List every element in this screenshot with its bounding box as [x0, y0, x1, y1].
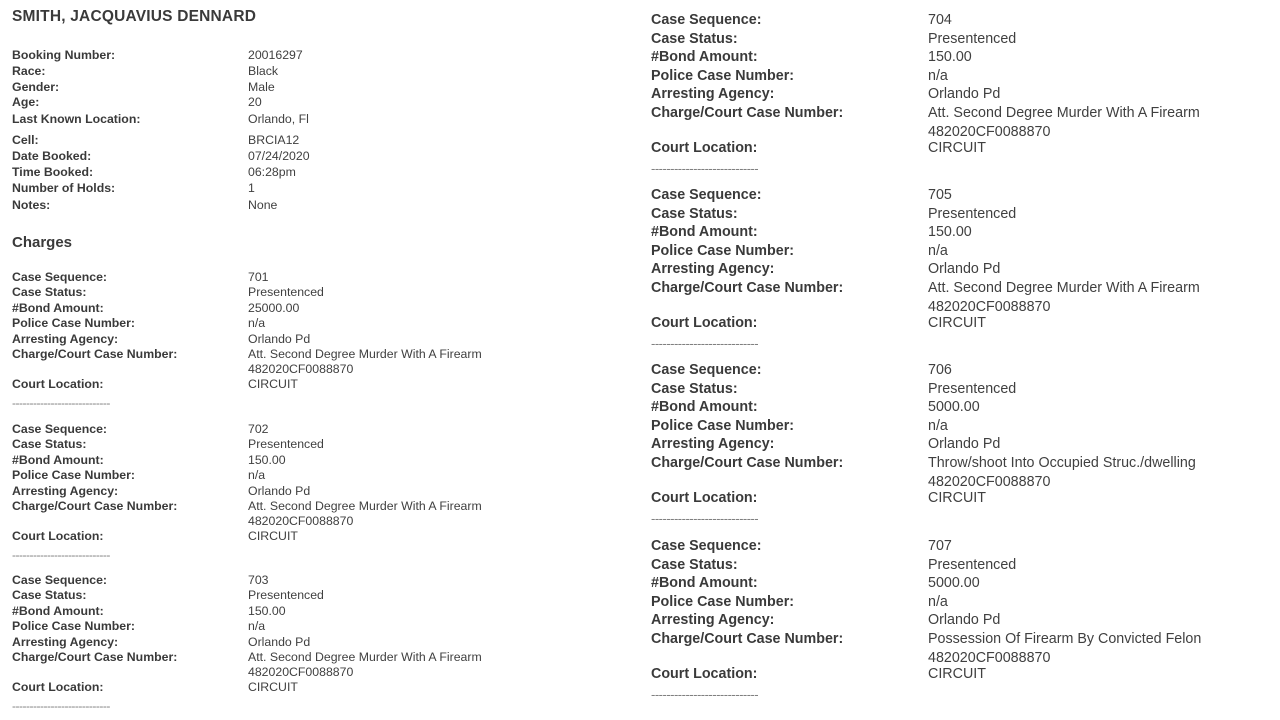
- charge-police-value: n/a: [248, 468, 266, 483]
- charge-status-value: Presentenced: [928, 205, 1017, 222]
- charge-agency-label: Arresting Agency:: [12, 483, 119, 498]
- charge-sequence-label: Case Sequence:: [12, 573, 108, 587]
- charge-court-label: Court Location:: [651, 139, 758, 156]
- charge-bond-value: 5000.00: [928, 575, 980, 592]
- info-value: 20016297: [248, 48, 303, 62]
- charge-agency-label: Arresting Agency:: [12, 634, 119, 649]
- charge-court-value: CIRCUIT: [248, 529, 298, 544]
- charge-agency-label: Arresting Agency:: [12, 331, 119, 346]
- charge-status-value: Presentenced: [928, 30, 1017, 47]
- right-column: [640, 0, 1280, 720]
- charge-bond-label: #Bond Amount:: [651, 575, 758, 592]
- charge-police-value: n/a: [928, 242, 948, 259]
- charge-agency-value: Orlando Pd: [928, 261, 1001, 278]
- charge-police-value: n/a: [928, 593, 948, 610]
- charge-sequence-value: 703: [248, 573, 269, 587]
- charge-charge-value: Throw/shoot Into Occupied Struc./dwelling: [928, 455, 1196, 471]
- separator: ----------------------------: [651, 161, 759, 175]
- charge-sequence-label: Case Sequence:: [651, 12, 762, 28]
- separator: ----------------------------: [12, 700, 110, 713]
- separator: ----------------------------: [12, 397, 110, 410]
- charge-bond-label: #Bond Amount:: [651, 49, 758, 66]
- charge-charge-label: Charge/Court Case Number:: [651, 105, 844, 121]
- separator: ----------------------------: [651, 687, 759, 701]
- charge-status-value: Presentenced: [248, 285, 324, 300]
- charge-status-label: Case Status:: [651, 380, 738, 397]
- info-label: Race:: [12, 64, 46, 78]
- info-value: 07/24/2020: [248, 149, 310, 163]
- charge-charge-value: Att. Second Degree Murder With A Firearm: [248, 347, 482, 361]
- charge-charge-label: Charge/Court Case Number:: [12, 650, 178, 664]
- charge-charge-label: Charge/Court Case Number:: [651, 455, 844, 471]
- charge-police-value: n/a: [248, 619, 266, 634]
- charge-police-label: Police Case Number:: [651, 593, 795, 610]
- charge-police-value: n/a: [928, 417, 948, 434]
- charge-sequence-label: Case Sequence:: [651, 538, 762, 554]
- charge-sequence-value: 707: [928, 538, 952, 554]
- info-label: Age:: [12, 95, 40, 109]
- charge-police-label: Police Case Number:: [651, 242, 795, 259]
- charge-court-value: CIRCUIT: [928, 489, 986, 506]
- charge-court-label: Court Location:: [651, 489, 758, 506]
- info-value: BRCIA12: [248, 133, 300, 147]
- charge-agency-value: Orlando Pd: [928, 86, 1001, 103]
- charge-status-label: Case Status:: [651, 30, 738, 47]
- charge-court-label: Court Location:: [12, 529, 104, 544]
- charge-case-number: 482020CF0088870: [928, 473, 1051, 490]
- charge-agency-label: Arresting Agency:: [651, 261, 775, 278]
- charge-sequence-value: 702: [248, 422, 269, 436]
- charges-heading: Charges: [12, 234, 73, 251]
- info-label: Notes:: [12, 198, 51, 212]
- charge-case-number: 482020CF0088870: [928, 123, 1051, 140]
- charge-court-value: CIRCUIT: [928, 139, 986, 156]
- charge-bond-value: 150.00: [928, 49, 972, 66]
- charge-bond-value: 25000.00: [248, 300, 300, 315]
- charge-sequence-value: 701: [248, 270, 269, 284]
- charge-sequence-label: Case Sequence:: [12, 422, 108, 436]
- charge-bond-label: #Bond Amount:: [12, 300, 104, 315]
- charge-status-label: Case Status:: [651, 556, 738, 573]
- charge-bond-value: 5000.00: [928, 399, 980, 416]
- info-value: Male: [248, 80, 275, 94]
- charge-court-value: CIRCUIT: [928, 665, 986, 682]
- charge-court-value: CIRCUIT: [928, 314, 986, 331]
- info-value: 20: [248, 95, 262, 109]
- charge-agency-value: Orlando Pd: [248, 483, 311, 498]
- charge-status-value: Presentenced: [248, 437, 324, 452]
- charge-police-value: n/a: [248, 316, 266, 331]
- separator: ----------------------------: [651, 511, 759, 525]
- charge-bond-label: #Bond Amount:: [12, 603, 104, 618]
- charge-bond-value: 150.00: [248, 603, 286, 618]
- charge-bond-label: #Bond Amount:: [12, 452, 104, 467]
- charge-sequence-value: 706: [928, 362, 952, 378]
- charge-bond-value: 150.00: [928, 224, 972, 241]
- charge-court-label: Court Location:: [651, 665, 758, 682]
- charge-court-value: CIRCUIT: [248, 377, 298, 392]
- info-value: None: [248, 198, 278, 212]
- charge-court-label: Court Location:: [12, 377, 104, 392]
- charge-sequence-label: Case Sequence:: [651, 362, 762, 378]
- charge-agency-value: Orlando Pd: [248, 634, 311, 649]
- charge-police-label: Police Case Number:: [12, 316, 136, 331]
- charge-agency-label: Arresting Agency:: [651, 86, 775, 103]
- charge-police-label: Police Case Number:: [651, 417, 795, 434]
- charge-agency-label: Arresting Agency:: [651, 612, 775, 629]
- charge-sequence-label: Case Sequence:: [12, 270, 108, 284]
- charge-charge-value: Att. Second Degree Murder With A Firearm: [248, 650, 482, 664]
- info-label: Cell:: [12, 133, 39, 147]
- charge-status-label: Case Status:: [12, 437, 87, 452]
- info-value: 1: [248, 181, 255, 195]
- charge-charge-value: Att. Second Degree Murder With A Firearm: [928, 280, 1200, 296]
- charge-case-number: 482020CF0088870: [928, 649, 1051, 666]
- charge-bond-value: 150.00: [248, 452, 286, 467]
- charge-status-label: Case Status:: [651, 205, 738, 222]
- info-value: 06:28pm: [248, 165, 296, 179]
- charge-case-number: 482020CF0088870: [248, 665, 354, 680]
- charge-charge-label: Charge/Court Case Number:: [12, 499, 178, 513]
- inmate-name: SMITH, JACQUAVIUS DENNARD: [12, 8, 257, 25]
- info-value: Black: [248, 64, 279, 78]
- charge-status-label: Case Status:: [12, 285, 87, 300]
- charge-case-number: 482020CF0088870: [928, 298, 1051, 315]
- charge-police-label: Police Case Number:: [651, 67, 795, 84]
- charge-charge-value: Att. Second Degree Murder With A Firearm: [248, 499, 482, 513]
- charge-bond-label: #Bond Amount:: [651, 399, 758, 416]
- charge-status-label: Case Status:: [12, 588, 87, 603]
- separator: ----------------------------: [12, 549, 110, 562]
- charge-bond-label: #Bond Amount:: [651, 224, 758, 241]
- charge-agency-value: Orlando Pd: [928, 612, 1001, 629]
- charge-status-value: Presentenced: [928, 556, 1017, 573]
- info-label: Number of Holds:: [12, 181, 116, 195]
- charge-charge-label: Charge/Court Case Number:: [651, 631, 844, 647]
- charge-court-label: Court Location:: [651, 314, 758, 331]
- charge-police-value: n/a: [928, 67, 948, 84]
- charge-status-value: Presentenced: [928, 380, 1017, 397]
- charge-court-value: CIRCUIT: [248, 680, 298, 695]
- info-value: Orlando, Fl: [248, 112, 309, 126]
- charge-charge-value: Possession Of Firearm By Convicted Felon: [928, 631, 1202, 647]
- charge-police-label: Police Case Number:: [12, 468, 136, 483]
- info-label: Gender:: [12, 80, 60, 94]
- info-label: Booking Number:: [12, 48, 116, 62]
- info-label: Last Known Location:: [12, 112, 141, 126]
- charge-court-label: Court Location:: [12, 680, 104, 695]
- charge-case-number: 482020CF0088870: [248, 362, 354, 377]
- charge-agency-value: Orlando Pd: [248, 331, 311, 346]
- charge-charge-label: Charge/Court Case Number:: [12, 347, 178, 361]
- info-label: Date Booked:: [12, 149, 92, 163]
- charge-agency-label: Arresting Agency:: [651, 436, 775, 453]
- charge-sequence-value: 705: [928, 187, 952, 203]
- charge-sequence-label: Case Sequence:: [651, 187, 762, 203]
- charge-case-number: 482020CF0088870: [248, 514, 354, 529]
- charge-sequence-value: 704: [928, 12, 952, 28]
- charge-status-value: Presentenced: [248, 588, 324, 603]
- charge-agency-value: Orlando Pd: [928, 436, 1001, 453]
- charge-police-label: Police Case Number:: [12, 619, 136, 634]
- info-label: Time Booked:: [12, 165, 94, 179]
- charge-charge-label: Charge/Court Case Number:: [651, 280, 844, 296]
- separator: ----------------------------: [651, 336, 759, 350]
- charge-charge-value: Att. Second Degree Murder With A Firearm: [928, 105, 1200, 121]
